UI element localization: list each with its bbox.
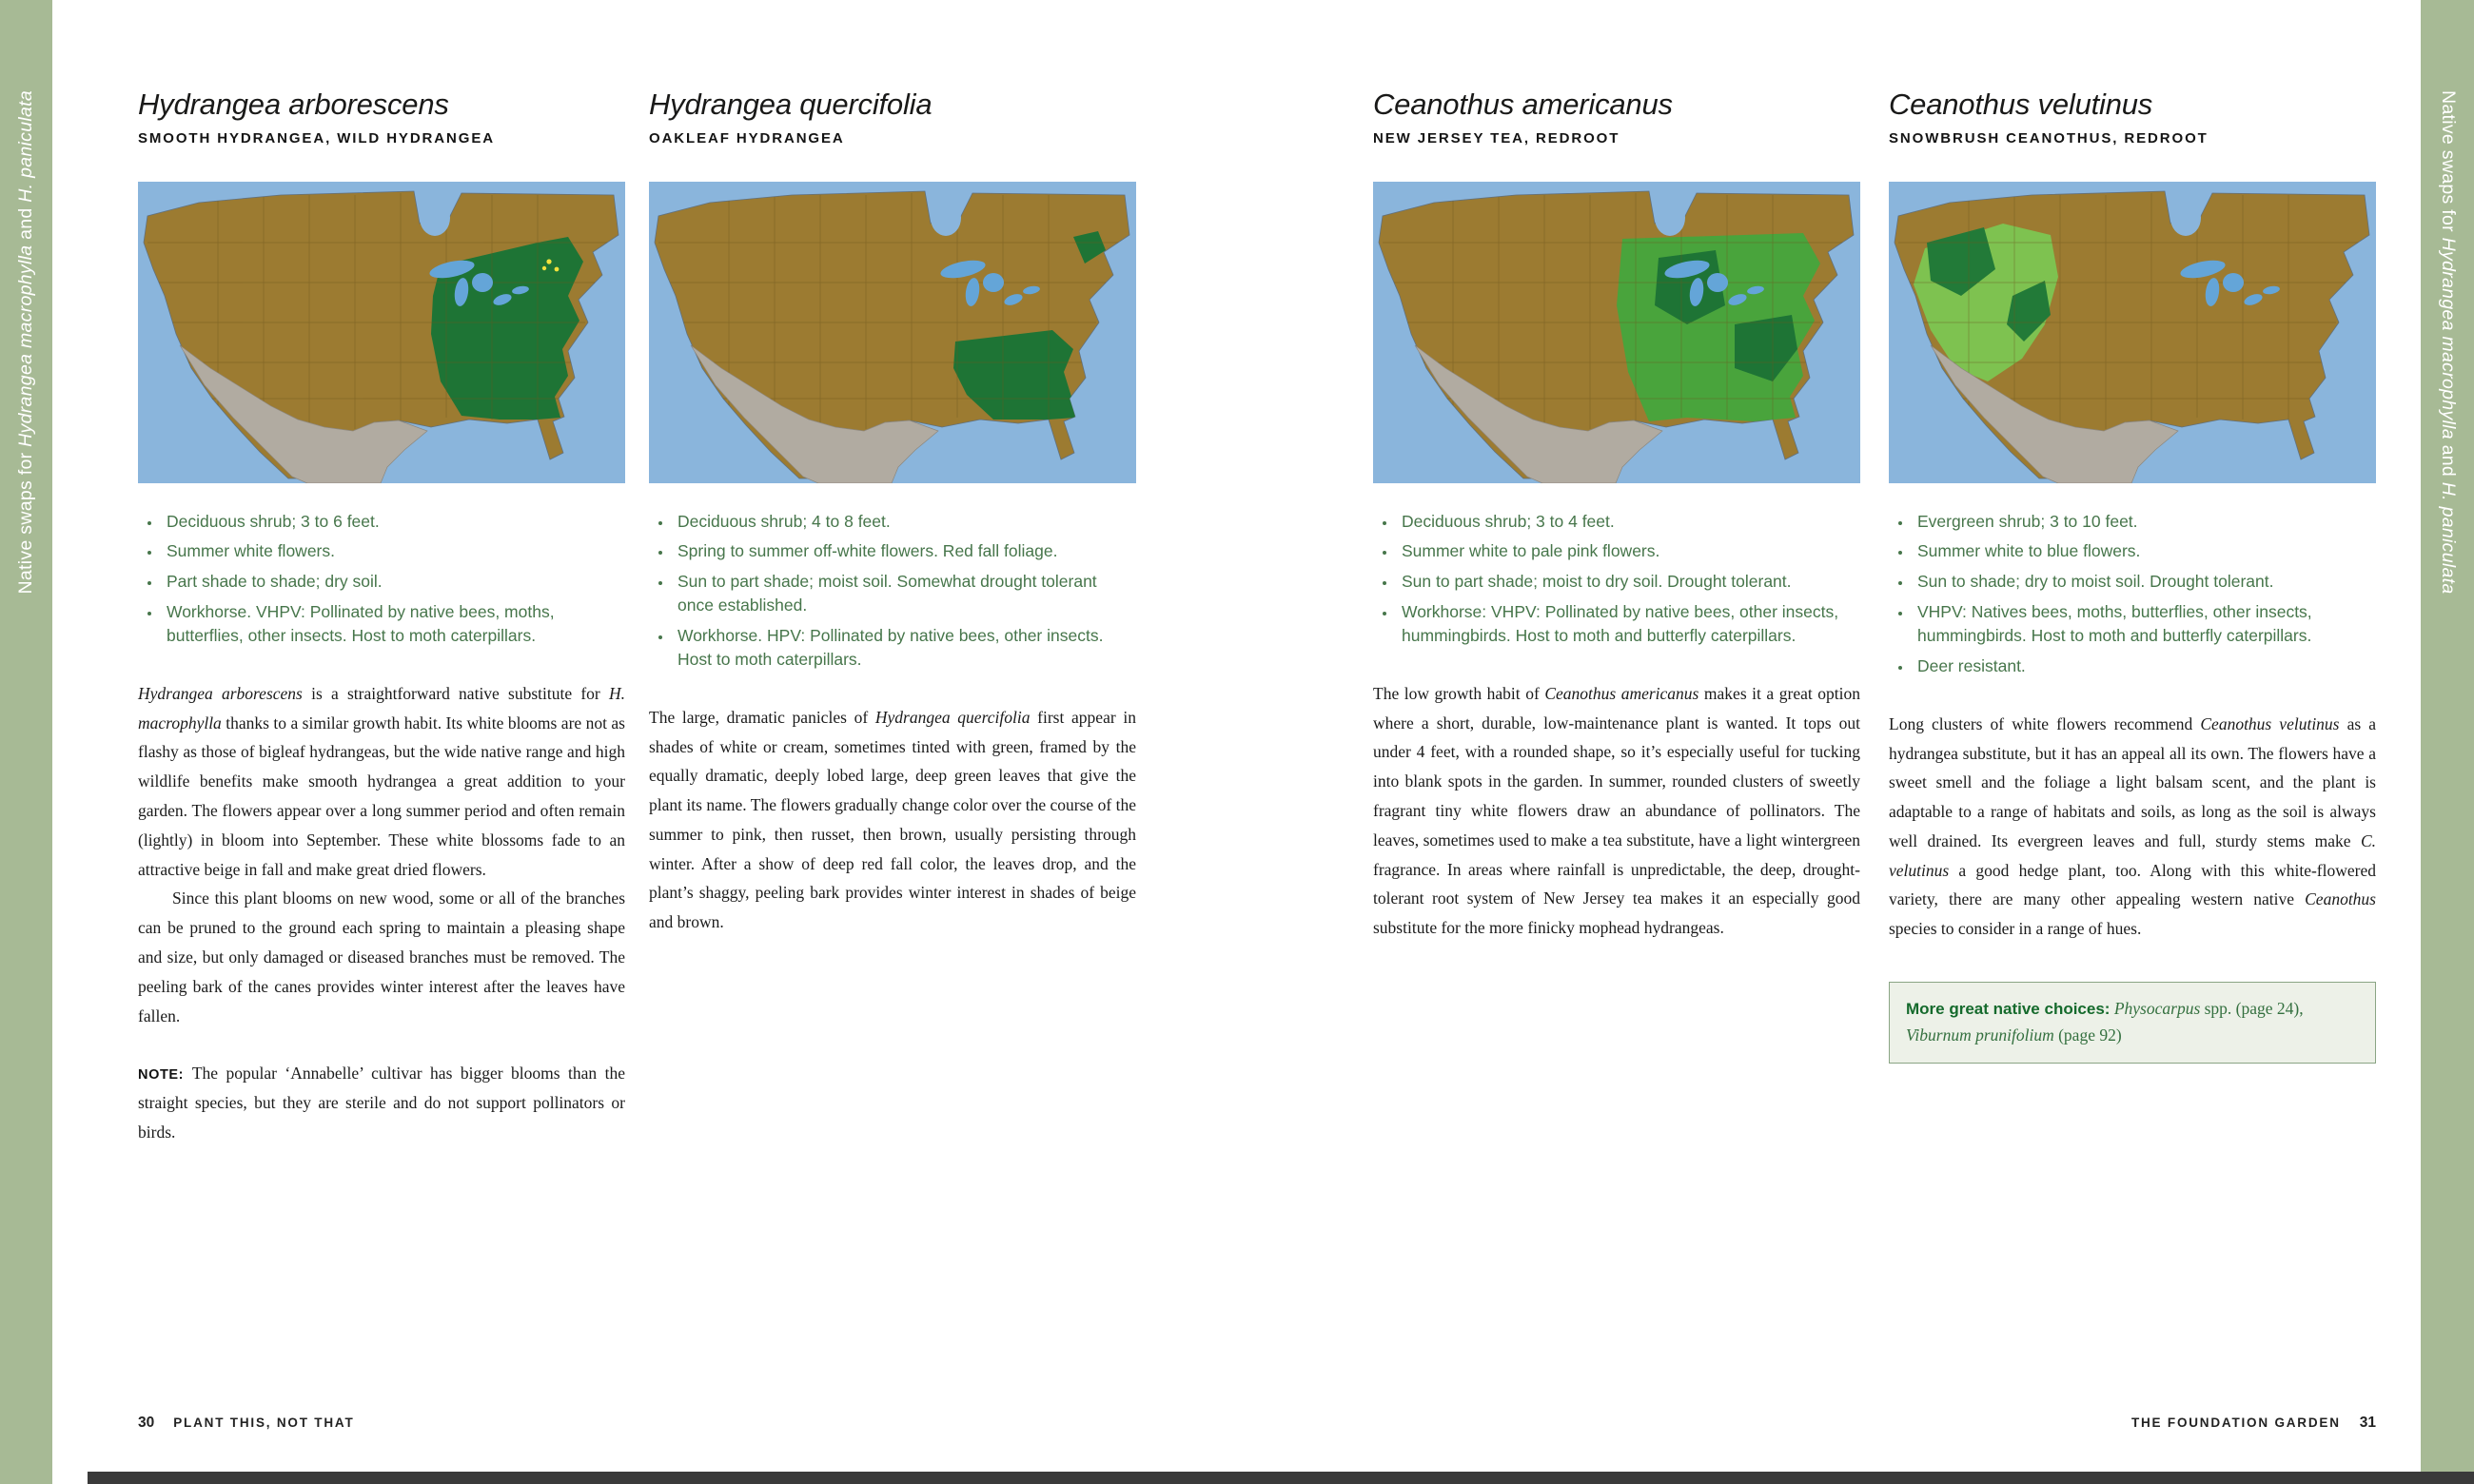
trait-bullet-list: [138, 510, 625, 648]
chapter-running-foot: THE FOUNDATION GARDEN: [2130, 1416, 2341, 1430]
bullet-item: • Workhorse. VHPV: Pollinated by native bees, moths, butterflies, other insects. Host to moth caterpillars.: [162, 600, 625, 648]
more-native-choices-box: [1889, 982, 2376, 1064]
hudson-bay: [420, 200, 450, 236]
bullet-item: • Workhorse. HPV: Pollinated by native bees, other insects. Host to moth caterpillars.: [673, 624, 1136, 672]
more-choices-text: Physocarpus spp. (page 24), Viburnum prunifolium (page 92): [1906, 999, 2304, 1045]
bullet-item: • Sun to shade; dry to moist soil. Drought tolerant.: [1913, 570, 2376, 594]
range-map-hydrangea-arborescens: [138, 182, 625, 483]
hudson-bay: [2170, 200, 2201, 236]
bullet-item: • Sun to part shade; moist to dry soil. Drought tolerant.: [1397, 570, 1860, 594]
hudson-bay: [1655, 200, 1685, 236]
plant-common-names: SNOWBRUSH CEANOTHUS, REDROOT: [1889, 129, 2209, 146]
hudson-bay: [931, 200, 961, 236]
range-map-svg: [649, 182, 1136, 483]
left-page-edge-band: [0, 0, 52, 1484]
range-map-ceanothus-americanus: [1373, 182, 1860, 483]
bullet-item: • Deciduous shrub; 3 to 4 feet.: [1397, 510, 1860, 534]
book-title-running-foot: PLANT THIS, NOT THAT: [173, 1416, 355, 1430]
right-page-edge-band: [2421, 0, 2474, 1484]
plant-common-names: SMOOTH HYDRANGEA, WILD HYDRANGEA: [138, 129, 495, 146]
entry-ceanothus-velutinus: [1889, 88, 2376, 1064]
bullet-item: • Sun to part shade; moist soil. Somewhat drought tolerant once established.: [673, 570, 1136, 617]
entry-hydrangea-arborescens: [138, 88, 625, 1147]
range-map-svg: [138, 182, 625, 483]
bullet-item: • Summer white to blue flowers.: [1913, 539, 2376, 563]
range-map-hydrangea-quercifolia: [649, 182, 1136, 483]
right-page-footer: [1889, 1415, 2376, 1432]
left-vertical-caption-text: Native swaps for Hydrangea macrophylla and H. paniculata: [14, 90, 36, 595]
note-paragraph: NOTE: The popular ‘Annabelle’ cultivar has bigger blooms than the straight species, but they are sterile and do not support pollinators or birds.: [138, 1064, 625, 1142]
left-page-footer: [138, 1415, 355, 1432]
plant-title: Hydrangea arborescens: [138, 88, 449, 121]
range-map-svg: [1373, 182, 1860, 483]
bullet-item: • Deciduous shrub; 3 to 6 feet.: [162, 510, 625, 534]
trait-bullet-list: [1373, 510, 1860, 648]
entry-hydrangea-quercifolia: [649, 88, 1136, 937]
plant-common-names: OAKLEAF HYDRANGEA: [649, 129, 845, 146]
bullet-item: • Spring to summer off-white flowers. Red fall foliage.: [673, 539, 1136, 563]
window-bottom-edge-bar: [88, 1472, 2474, 1484]
left-vertical-caption: [0, 90, 52, 595]
bullet-item: • Summer white flowers.: [162, 539, 625, 563]
plant-title: Ceanothus americanus: [1373, 88, 1673, 121]
range-map-svg: [1889, 182, 2376, 483]
range-map-ceanothus-velutinus: [1889, 182, 2376, 483]
trait-bullet-list: [1889, 510, 2376, 678]
plant-title: Hydrangea quercifolia: [649, 88, 933, 121]
description-paragraph: The low growth habit of Ceanothus americanus makes it a great option where a short, durable, low-maintenance plant is wanted. It tops out under 4 feet, with a rounded shape, so it’s especially useful for tucking into blank spots in the garden. In summer, rounded clusters of sweetly fragrant tiny white flowers draw an abundance of pollinators. The leaves, sometimes used to make a tea substitute, have a light wintergreen fragrance. In areas where rainfall is unpredictable, the deep, drought-tolerant root system of New Jersey tea makes it an especially good substitute for the more finicky mophead hydrangeas.: [1373, 683, 1860, 938]
description-paragraph: Long clusters of white flowers recommend Ceanothus velutinus as a hydrangea substitute, but it has an appeal all its own. The flowers have a sweet smell and the foliage a light balsam scent, and the plant is adaptable to a range of habitats and soils, as long as the soil is always well drained. Its evergreen leaves and full, sturdy stems make C. velutinus a good hedge plant, too. Along with this white-flowered variety, there are many other appealing western native Ceanothus species to consider in a range of hues.: [1889, 713, 2376, 939]
bullet-item: • Part shade to shade; dry soil.: [162, 570, 625, 594]
description-paragraph: The large, dramatic panicles of Hydrangea quercifolia first appear in shades of white or cream, sometimes tinted with green, framed by the equally dramatic, deeply lobed large, deep green leaves that give the plant its name. The flowers gradually change color over the course of the summer to pink, then russet, then brown, usually persisting through winter. After a show of deep red fall color, the leaves drop, and the plant’s shaggy, peeling bark provides winter interest in shades of beige and brown.: [649, 707, 1136, 932]
bullet-item: • Deciduous shrub; 4 to 8 feet.: [673, 510, 1136, 534]
bullet-item: • VHPV: Natives bees, moths, butterflies, other insects, hummingbirds. Host to moth and butterfly caterpillars.: [1913, 600, 2376, 648]
right-vertical-caption: [2421, 90, 2474, 595]
page-number-left: 30: [138, 1415, 155, 1431]
bullet-item: • Workhorse: VHPV: Pollinated by native bees, other insects, hummingbirds. Host to moth and butterfly caterpillars.: [1397, 600, 1860, 648]
right-vertical-caption-text: Native swaps for Hydrangea macrophylla and H. paniculata: [2437, 90, 2459, 595]
page-number-right: 31: [2359, 1415, 2376, 1431]
plant-title: Ceanothus velutinus: [1889, 88, 2153, 121]
trait-bullet-list: [649, 510, 1136, 672]
bullet-item: • Evergreen shrub; 3 to 10 feet.: [1913, 510, 2376, 534]
more-choices-label: More great native choices:: [1906, 1000, 2111, 1019]
bullet-item: • Deer resistant.: [1913, 654, 2376, 678]
description-paragraph: Since this plant blooms on new wood, some or all of the branches can be pruned to the ground each spring to maintain a pleasing shape and size, but only damaged or diseased branches must be removed. The peeling bark of the canes provides winter interest after the leaves have fallen.: [138, 888, 625, 1025]
plant-common-names: NEW JERSEY TEA, REDROOT: [1373, 129, 1620, 146]
description-paragraph: Hydrangea arborescens is a straightforward native substitute for H. macrophylla thanks to a similar growth habit. Its white blooms are not as flashy as those of bigleaf hydrangeas, but the wide native range and high wildlife benefits make smooth hydrangea a great addition to your garden. The flowers appear over a long summer period and often remain (lightly) in bloom into September. These white blossoms fade to an attractive beige in fall and make great dried flowers.: [138, 683, 625, 879]
bullet-item: • Summer white to pale pink flowers.: [1397, 539, 1860, 563]
entry-ceanothus-americanus: [1373, 88, 1860, 943]
